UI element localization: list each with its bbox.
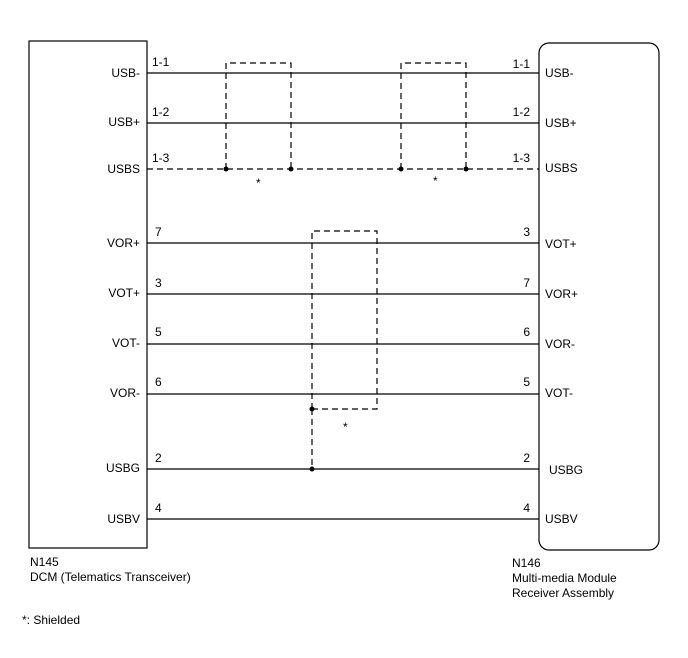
left-pin-5: 5 — [155, 325, 162, 339]
left-signal-vor-plus: VOR+ — [106, 236, 140, 250]
left-pin-1-2: 1-2 — [152, 105, 170, 119]
right-signal-vor-minus: VOR- — [545, 337, 575, 351]
right-signal-vor-plus: VOR+ — [545, 287, 579, 301]
shield-3-junction-b — [310, 467, 315, 472]
right-pin-4: 4 — [523, 501, 530, 515]
right-pin-1-1: 1-1 — [512, 57, 530, 71]
right-connector-code: N146 — [512, 556, 541, 570]
shield-1-junction-a — [224, 167, 229, 172]
left-signal-usbs: USBS — [107, 162, 140, 176]
right-pin-1-2: 1-2 — [512, 105, 530, 119]
right-connector-caption — [512, 556, 617, 601]
right-pin-3: 3 — [523, 225, 530, 239]
right-connector-name-line1: Multi-media Module — [512, 571, 617, 585]
left-signal-usb-plus: USB+ — [108, 115, 140, 129]
right-signal-usb-plus: USB+ — [545, 116, 577, 130]
left-connector-caption — [30, 555, 191, 585]
left-pin-6: 6 — [155, 375, 162, 389]
right-pin-2: 2 — [523, 451, 530, 465]
right-pin-6: 6 — [523, 325, 530, 339]
right-signal-vot-plus: VOT+ — [545, 237, 577, 251]
shield-1 — [226, 63, 291, 169]
left-signal-usbv: USBV — [107, 512, 140, 526]
shield-1-junction-b — [289, 167, 294, 172]
right-signal-usbv: USBV — [545, 512, 578, 526]
right-pin-1-3: 1-3 — [512, 151, 530, 165]
right-connector-name-line2: Receiver Assembly — [512, 586, 615, 600]
left-signal-vot-minus: VOT- — [111, 336, 140, 350]
left-pin-4: 4 — [155, 501, 162, 515]
right-pin-5: 5 — [523, 375, 530, 389]
shield-2-mark: * — [433, 174, 438, 188]
legend-shielded: *: Shielded — [22, 613, 81, 627]
left-pin-1-3: 1-3 — [152, 151, 170, 165]
left-signal-usb-minus: USB- — [111, 66, 140, 80]
shield-3 — [312, 231, 377, 409]
shield-1-mark: * — [256, 176, 261, 190]
right-signal-usb-minus: USB- — [545, 66, 574, 80]
right-pin-7: 7 — [523, 276, 530, 290]
right-signal-usbs: USBS — [545, 161, 578, 175]
right-signal-usbg: USBG — [549, 463, 584, 477]
shield-3-junction-a — [310, 407, 315, 412]
left-pin-1-1: 1-1 — [152, 55, 170, 69]
left-connector-code: N145 — [30, 555, 59, 569]
shield-2 — [401, 63, 466, 169]
left-connector-name: DCM (Telematics Transceiver) — [30, 570, 191, 584]
shield-3-mark: * — [343, 420, 348, 434]
left-signal-usbg: USBG — [105, 461, 140, 475]
left-signal-vor-minus: VOR- — [110, 386, 140, 400]
left-signal-vot-plus: VOT+ — [108, 286, 140, 300]
shield-2-junction-b — [464, 167, 469, 172]
left-pin-7: 7 — [155, 225, 162, 239]
right-signal-vot-minus: VOT- — [545, 386, 574, 400]
left-pin-2: 2 — [155, 451, 162, 465]
shield-2-junction-a — [399, 167, 404, 172]
left-pin-3: 3 — [155, 276, 162, 290]
